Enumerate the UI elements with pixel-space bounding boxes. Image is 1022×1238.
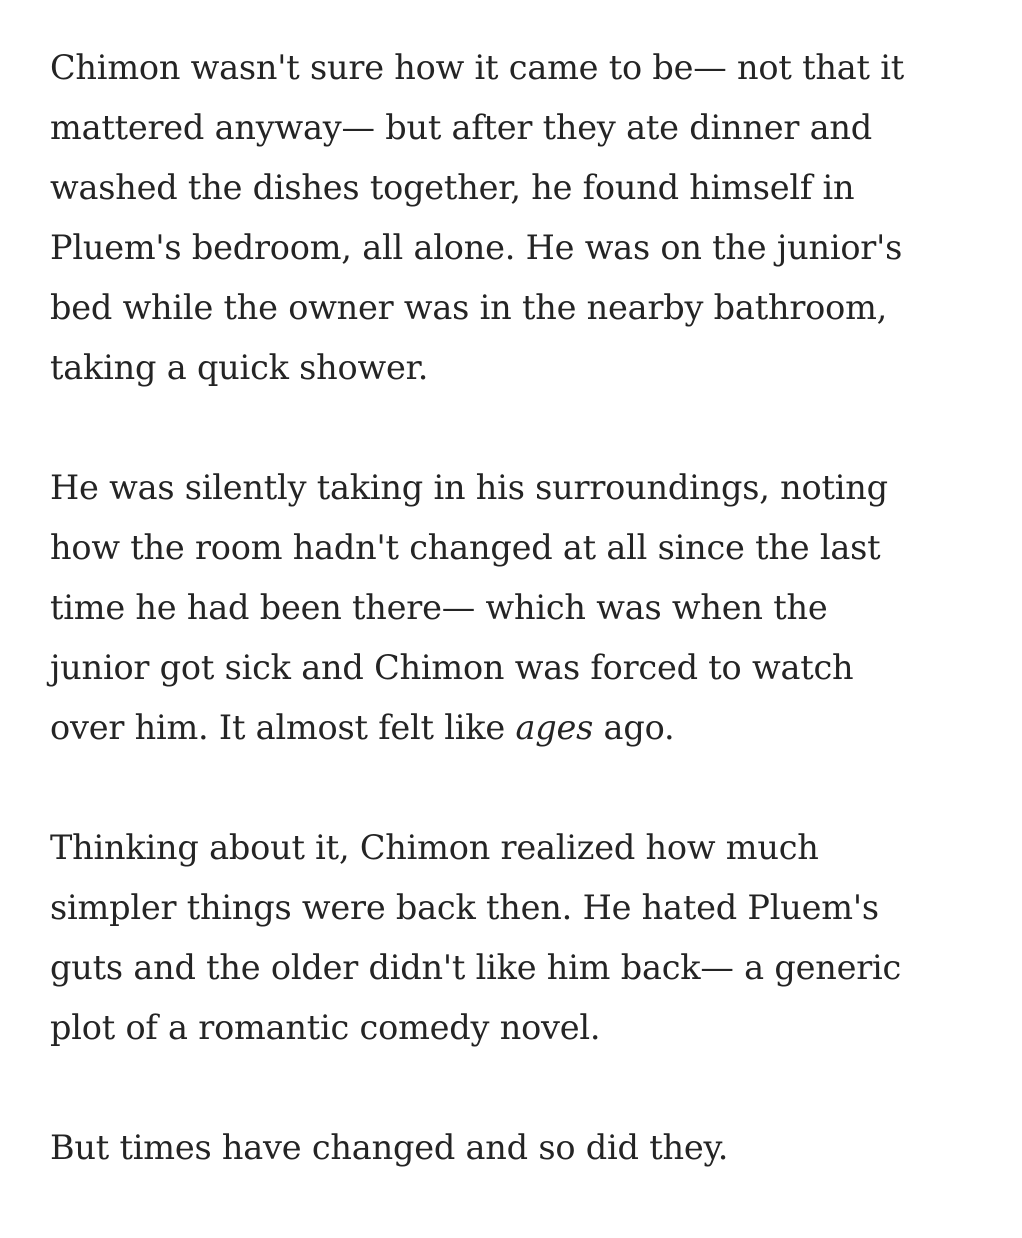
- text-line: Thinking about it, Chimon realized how much: [50, 828, 819, 867]
- text-segment: over him. It almost felt like: [50, 708, 516, 747]
- italic-emphasis: ages: [515, 708, 594, 747]
- text-line: plot of a romantic comedy novel.: [50, 1008, 601, 1047]
- paragraph-2: [50, 458, 1000, 758]
- text-line: junior got sick and Chimon was forced to watch: [50, 648, 854, 687]
- text-line: mattered anyway— but after they ate dinner and: [50, 108, 873, 147]
- text-line: time he had been there— which was when the: [50, 588, 828, 627]
- text-line: But times have changed and so did they.: [50, 1128, 729, 1167]
- paragraph-4: [50, 1118, 1000, 1178]
- text-line: bed while the owner was in the nearby bathroom,: [50, 288, 888, 327]
- text-line: [50, 698, 1000, 758]
- text-segment: ago.: [593, 708, 675, 747]
- paragraph-3: [50, 818, 1000, 1058]
- story-text: [50, 38, 1000, 1238]
- text-line: Pluem's bedroom, all alone. He was on the junior's: [50, 228, 903, 267]
- text-line: simpler things were back then. He hated Pluem's: [50, 888, 879, 927]
- text-line: Chimon wasn't sure how it came to be— not that it: [50, 48, 904, 87]
- text-line: guts and the older didn't like him back— a generic: [50, 948, 902, 987]
- text-line: how the room hadn't changed at all since the last: [50, 528, 881, 567]
- text-line: taking a quick shower.: [50, 348, 429, 387]
- text-line: washed the dishes together, he found himself in: [50, 168, 855, 207]
- paragraph-1: [50, 38, 1000, 398]
- text-line: He was silently taking in his surroundings, noting: [50, 468, 888, 507]
